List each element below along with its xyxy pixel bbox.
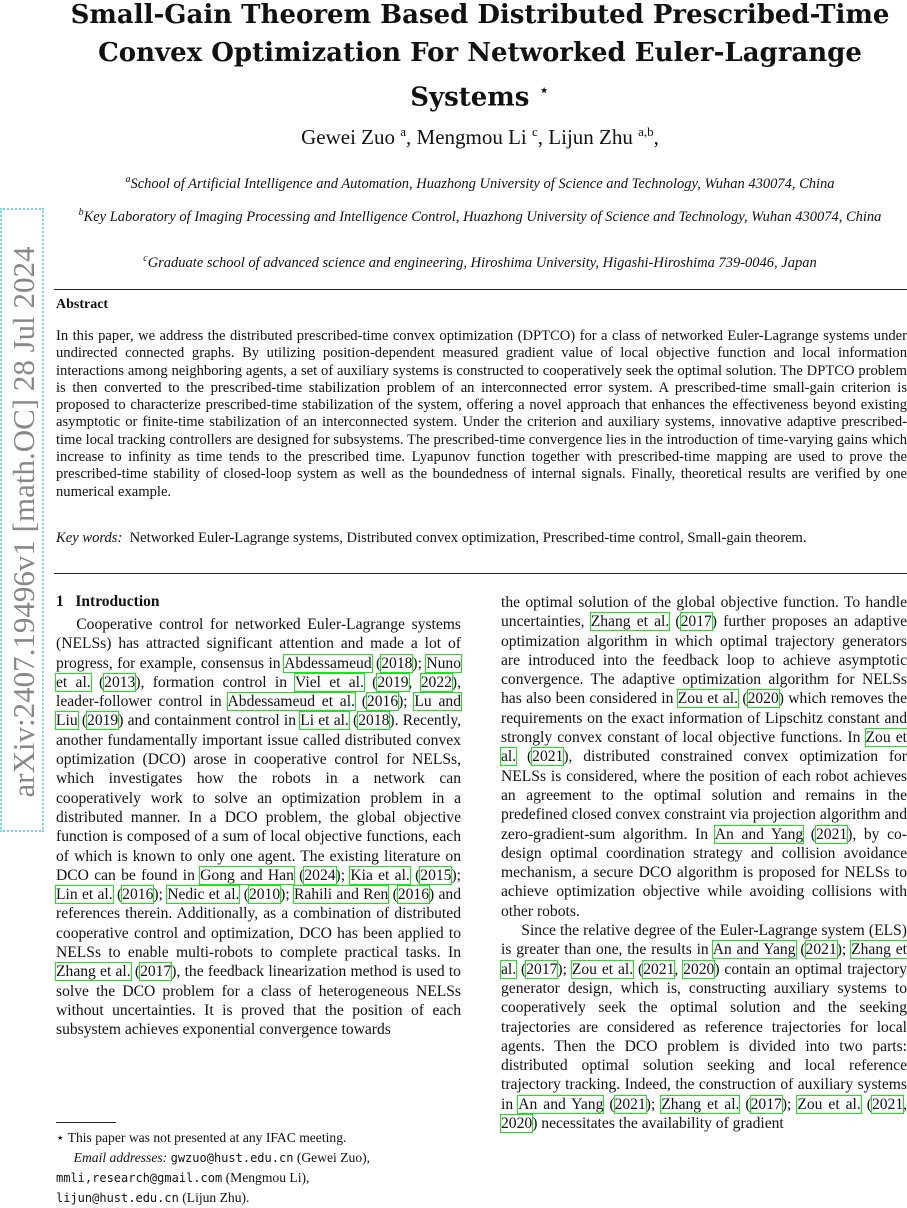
body-text: ( — [130, 963, 141, 981]
body-text: ); — [451, 866, 461, 884]
body-text: , — [674, 960, 684, 978]
body-text: ( — [112, 886, 123, 904]
citation-link[interactable]: 2019 — [87, 712, 119, 730]
email-li[interactable]: mmli,research@gmail.com — [56, 1171, 223, 1185]
citation-link[interactable]: Nedic et al. — [167, 886, 240, 904]
citation-link[interactable]: 2021 — [532, 748, 564, 766]
citation-link[interactable]: An and Yang — [518, 1095, 604, 1113]
body-text: ( — [795, 941, 806, 959]
citation-link[interactable]: 2017 — [750, 1095, 782, 1113]
citation-link[interactable]: An and Yang — [714, 825, 804, 843]
citation-link[interactable]: Zou et al. — [677, 690, 739, 708]
author-2: Mengmou Li $^c$ — [416, 124, 538, 149]
citation-link[interactable]: 2016 — [366, 693, 399, 711]
body-text: ); — [335, 866, 351, 884]
body-text: ( — [90, 673, 105, 691]
body-text: ) and containment control in — [118, 712, 301, 730]
citation-link[interactable]: Abdessameud et al. — [227, 693, 355, 711]
body-text: Cooperative control for networked Euler-Lagrange systems (NELSs) has attracted significant attention and made a lot of progress, for example, consensus in — [56, 616, 461, 672]
author-list: Gewei Zuo $^a$, Mengmou Li $^c$, Lijun Zhu $^{a,b}$, — [301, 124, 659, 149]
citation-link[interactable]: Zhang et al. — [661, 1095, 740, 1113]
citation-link[interactable]: Rahili and Ren — [293, 886, 389, 904]
arxiv-id: arXiv:2407.19496v1 [math.OC] 28 Jul 2024 — [6, 246, 41, 798]
body-text: ( — [77, 712, 88, 730]
body-text: ) and references therein. Additionally, as a combination of distributed cooperative control and optimization, DCO has been applied to NELSs to enable multi-robots to complete practical tasks. In — [56, 886, 462, 962]
body-text: ); — [412, 654, 427, 672]
body-text: ( — [603, 1095, 615, 1113]
body-text: ( — [803, 825, 816, 843]
body-text: ); — [280, 886, 294, 904]
citation-link[interactable]: 2020 — [747, 690, 779, 708]
body-text: ); — [398, 693, 415, 711]
abstract-bottom-rule — [54, 573, 907, 574]
title-star: ⋆ — [538, 80, 550, 101]
column-left — [56, 615, 461, 1040]
citation-link[interactable]: 2021 — [614, 1095, 646, 1113]
body-text: ); — [781, 1095, 798, 1113]
body-text: ) necessitates the availability of gradient — [532, 1115, 784, 1133]
affiliation-c: $^c$Graduate school of advanced science and engineering, Hiroshima University, Higashi-Hiroshima 739-0046, Japan — [143, 253, 817, 271]
body-text: ( — [239, 886, 249, 904]
body-text: ), the feedback linearization method is used to solve the DCO problem for a class of heterogeneous NELSs without uncertainties. It is proved that the position of each subsystem achieves exponential convergence towards — [56, 963, 461, 1039]
body-text: ( — [669, 613, 681, 631]
body-text: ) which removes the requirements on the exact information of Lipschitz constant and strongly convex constant of local objective functions. In — [501, 690, 907, 747]
intro-paragraph-1 — [56, 615, 461, 1040]
paper-title: Small-Gain Theorem Based Distributed Prescribed-Time Convex Optimization For Networked Euler-Lagrange Systems ⋆ — [70, 0, 890, 113]
citation-link[interactable]: 2010 — [248, 886, 281, 904]
email-zhu[interactable]: lijun@hust.edu.cn — [56, 1191, 179, 1205]
body-text: ), by co-design optimal coordination strategy and collision avoidance mechanism, a secure DCO algorithm is proposed for NELSs to achieve optimization objective while avoiding collisions with other robots. — [501, 825, 907, 920]
citation-link[interactable]: 2020 — [501, 1115, 533, 1133]
body-text: ( — [516, 748, 533, 766]
keywords: Key words: Networked Euler-Lagrange systems, Distributed convex optimization, Prescribed-time control, Small-gain theorem. — [56, 530, 807, 546]
intro-paragraph-2 — [501, 593, 907, 921]
citation-link[interactable]: Zhang et al. — [56, 963, 131, 981]
body-text: ( — [409, 866, 421, 884]
citation-link[interactable]: Gong and Han — [200, 866, 294, 884]
citation-link[interactable]: 2018 — [358, 712, 390, 730]
body-text: ( — [516, 960, 527, 978]
body-text: ). Recently, another fundamentally important issue called distributed convex optimization (DCO) arose in cooperative control for NELSs, which investigates how the robots in a network can cooperatively work to solve an optimization problem in a distributed manner. In a DCO problem, the global objective function is composed of a sum of local objective functions, each of which is known to only one agent. The existing literature on DCO can be found in — [56, 712, 462, 884]
citation-link[interactable]: 2016 — [122, 886, 154, 904]
citation-link[interactable]: Zou et al. — [571, 960, 634, 978]
abstract-top-rule — [54, 289, 907, 290]
citation-link[interactable]: Abdessameud — [284, 654, 372, 672]
footnote-rule — [56, 1122, 116, 1123]
citation-link[interactable]: 2013 — [104, 673, 136, 691]
arxiv-stamp[interactable] — [0, 208, 44, 832]
citation-link[interactable]: 2020 — [683, 960, 715, 978]
citation-link[interactable]: 2017 — [680, 613, 712, 631]
body-text: ( — [739, 1095, 751, 1113]
citation-link[interactable]: 2016 — [397, 886, 429, 904]
affiliation-b: $^b$Key Laboratory of Imaging Processing and Intelligence Control, Huazhong University of Science and Technology, Wuhan 430074, China — [78, 207, 882, 225]
affiliation-a: $^a$School of Artificial Intelligence and Automation, Huazhong University of Science and Technology, Wuhan 430074, China — [125, 174, 835, 192]
citation-link[interactable]: Nuno et al. — [56, 654, 461, 691]
citation-link[interactable]: An and Yang — [712, 941, 796, 959]
body-text: ( — [860, 1095, 872, 1113]
citation-link[interactable]: 2017 — [526, 960, 558, 978]
footnote: ⋆ This paper was not presented at any IFAC meeting. Email addresses: gwzuo@hust.edu.cn (Gewei Zuo), mmli,research@gmail.com (Mengmou Li), lijun@hust.edu.cn (Lijun Zhu). — [56, 1128, 456, 1208]
citation-link[interactable]: 2017 — [140, 963, 172, 981]
abstract-heading: Abstract — [56, 297, 109, 312]
citation-link[interactable]: 2019 — [377, 673, 409, 691]
body-text: ); — [836, 941, 852, 959]
citation-link[interactable]: Zou et al. — [797, 1095, 861, 1113]
body-text: ), leader-follower control in — [56, 673, 461, 711]
body-text: ( — [363, 673, 378, 691]
body-text: ( — [354, 693, 367, 711]
citation-link[interactable]: 2024 — [304, 866, 336, 884]
citation-link[interactable]: Viel et al. — [295, 673, 364, 691]
body-text: ), distributed constrained convex optimization for NELSs is considered, where the position of each robot achieves an agreement to the optimal solution and remains in the predefined closed convex constraint via projection algorithm and zero-gradient-sum algorithm. In — [501, 748, 907, 843]
citation-link[interactable]: 2015 — [420, 866, 452, 884]
section-heading: 1 Introduction — [56, 593, 160, 610]
column-right — [501, 593, 907, 1133]
citation-link[interactable]: 2021 — [816, 825, 848, 843]
citation-link[interactable]: Lu and Liu — [56, 693, 462, 730]
body-text: ) further proposes an adaptive optimization algorithm in which optimal trajectory generators are introduced into the feedback loop to achieve asymptotic convergence. The adaptive optimization algorithm for NELSs has also been considered in — [501, 613, 907, 708]
intro-paragraph-3 — [501, 921, 907, 1133]
citation-link[interactable]: 2022 — [420, 673, 452, 691]
body-text: , — [408, 673, 421, 691]
email-zuo[interactable]: gwzuo@hust.edu.cn — [170, 1151, 294, 1165]
citation-link[interactable]: 2018 — [381, 654, 413, 672]
body-text: ( — [738, 690, 748, 708]
body-text: ); — [645, 1095, 662, 1113]
body-text: ), formation control in — [135, 673, 296, 691]
body-text: ) contain an optimal trajectory generator design, which is, constructing auxiliary systems to cooperatively seek the optimal solution and the seeking trajectories are considered as reference trajectories for local agents. Then the DCO problem is divided into two parts: distributed optimal solution seeking and local reference trajectory tracking. Indeed, the construction of auxiliary systems in — [501, 960, 907, 1113]
body-text: , — [903, 1095, 907, 1113]
citation-link[interactable]: Zhang et al. — [501, 941, 907, 978]
body-text: ( — [348, 712, 359, 730]
citation-link[interactable]: Kia et al. — [350, 866, 410, 884]
citation-link[interactable]: Lin et al. — [56, 886, 113, 904]
author-3: Lijun Zhu $^{a,b}$ — [548, 124, 654, 149]
body-text: ( — [388, 886, 398, 904]
citation-link[interactable]: 2021 — [643, 960, 675, 978]
body-text: the optimal solution of the global objective function. To handle uncertainties, — [501, 594, 907, 631]
body-text: ( — [633, 960, 644, 978]
citation-link[interactable]: 2021 — [805, 941, 837, 959]
citation-link[interactable]: Li et al. — [300, 712, 349, 730]
body-text: ( — [293, 866, 305, 884]
body-text: ); — [557, 960, 572, 978]
body-text: ( — [371, 654, 382, 672]
body-text: Since the relative degree of the Euler-Lagrange system (ELS) is greater than one, the results in — [501, 922, 907, 959]
footnote-star: ⋆ This paper was not presented at any IFAC meeting. — [56, 1130, 347, 1145]
abstract-text: In this paper, we address the distributed prescribed-time convex optimization (DPTCO) for a class of networked Euler-Lagrange systems under undirected connected graphs. By utilizing position-dependent measured gradient value of local objective function and local information interactions among neighboring agents, a set of auxiliary systems is constructed to cooperatively seek the optimal solution. The DPTCO problem is then converted to the prescribed-time stabilization problem of an interconnected error system. A prescribed-time small-gain criterion is proposed to characterize prescribed-time stabilization of the system, offering a novel approach that enhances the effectiveness beyond existing asymptotic or finite-time stabilization of an interconnected system. Under the criterion and auxiliary systems, innovative adaptive prescribed-time local tracking controllers are designed for subsystems. The prescribed-time convergence lies in the introduction of time-varying gains which increase to infinity as time tends to the prescribed time. Lyapunov function together with prescribed-time mapping are used to prove the prescribed-time stability of closed-loop system as well as the boundedness of internal signals. Finally, theoretical results are verified by one numerical example. — [56, 328, 907, 500]
author-1: Gewei Zuo $^a$ — [301, 124, 407, 149]
citation-link[interactable]: Zou et al. — [501, 729, 907, 766]
body-text: ); — [153, 886, 168, 904]
citation-link[interactable]: 2021 — [871, 1095, 904, 1113]
citation-link[interactable]: Zhang et al. — [590, 613, 670, 631]
